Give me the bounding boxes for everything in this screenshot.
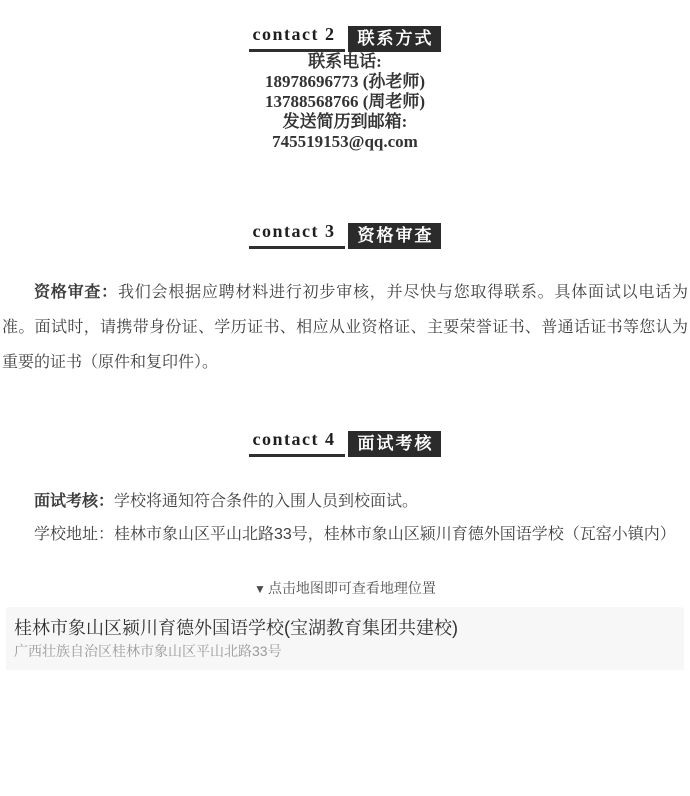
interview-text: 学校将通知符合条件的入围人员到校面试。: [114, 493, 419, 510]
email-address: 745519153@qq.com: [272, 132, 418, 151]
triangle-down-icon: ▼: [254, 582, 266, 596]
map-hint: [0, 578, 690, 599]
qualification-review-paragraph: [0, 275, 690, 380]
school-address-line: 学校地址：桂林市象山区平山北路33号，桂林市象山区颍川育德外国语学校（瓦窑小镇内）: [34, 526, 676, 543]
interview-paragraph: [0, 485, 690, 518]
section-header-contact4: [0, 429, 690, 457]
contact4-badge: 面试考核: [348, 431, 441, 457]
phone-number-2: 13788568766 (周老师): [264, 92, 426, 111]
contact-info-block: [0, 52, 690, 152]
contact2-header-label: contact 2: [249, 24, 346, 52]
qualification-review-text: 我们会根据应聘材料进行初步审核，并尽快与您取得联系。具体面试以电话为准。面试时，请携带身份证、学历证书、相应从业资格证、主要荣誉证书、普通话证书等您认为重要的证书（原件和复印件）。: [2, 284, 688, 371]
map-card-title: 桂林市象山区颍川育德外国语学校(宝湖教育集团共建校): [14, 618, 458, 638]
phone-number-1: 18978696773 (孙老师): [264, 72, 426, 91]
section-header-contact2: [0, 24, 690, 52]
email-heading: 发送简历到邮箱:: [282, 112, 408, 131]
interview-lead: 面试考核：: [34, 493, 115, 510]
map-location-card[interactable]: [6, 607, 684, 670]
phone-heading: 联系电话:: [308, 52, 382, 71]
contact3-header-label: contact 3: [249, 221, 346, 249]
map-hint-text: 点击地图即可查看地理位置: [267, 580, 436, 596]
contact3-badge: 资格审查: [348, 223, 441, 249]
map-card-subtitle: 广西壮族自治区桂林市象山区平山北路33号: [14, 643, 282, 659]
section-header-contact3: [0, 221, 690, 249]
qualification-review-lead: 资格审查：: [34, 284, 118, 301]
contact4-header-label: contact 4: [249, 429, 346, 457]
article-page: [0, 24, 690, 796]
contact2-badge: 联系方式: [348, 26, 441, 52]
